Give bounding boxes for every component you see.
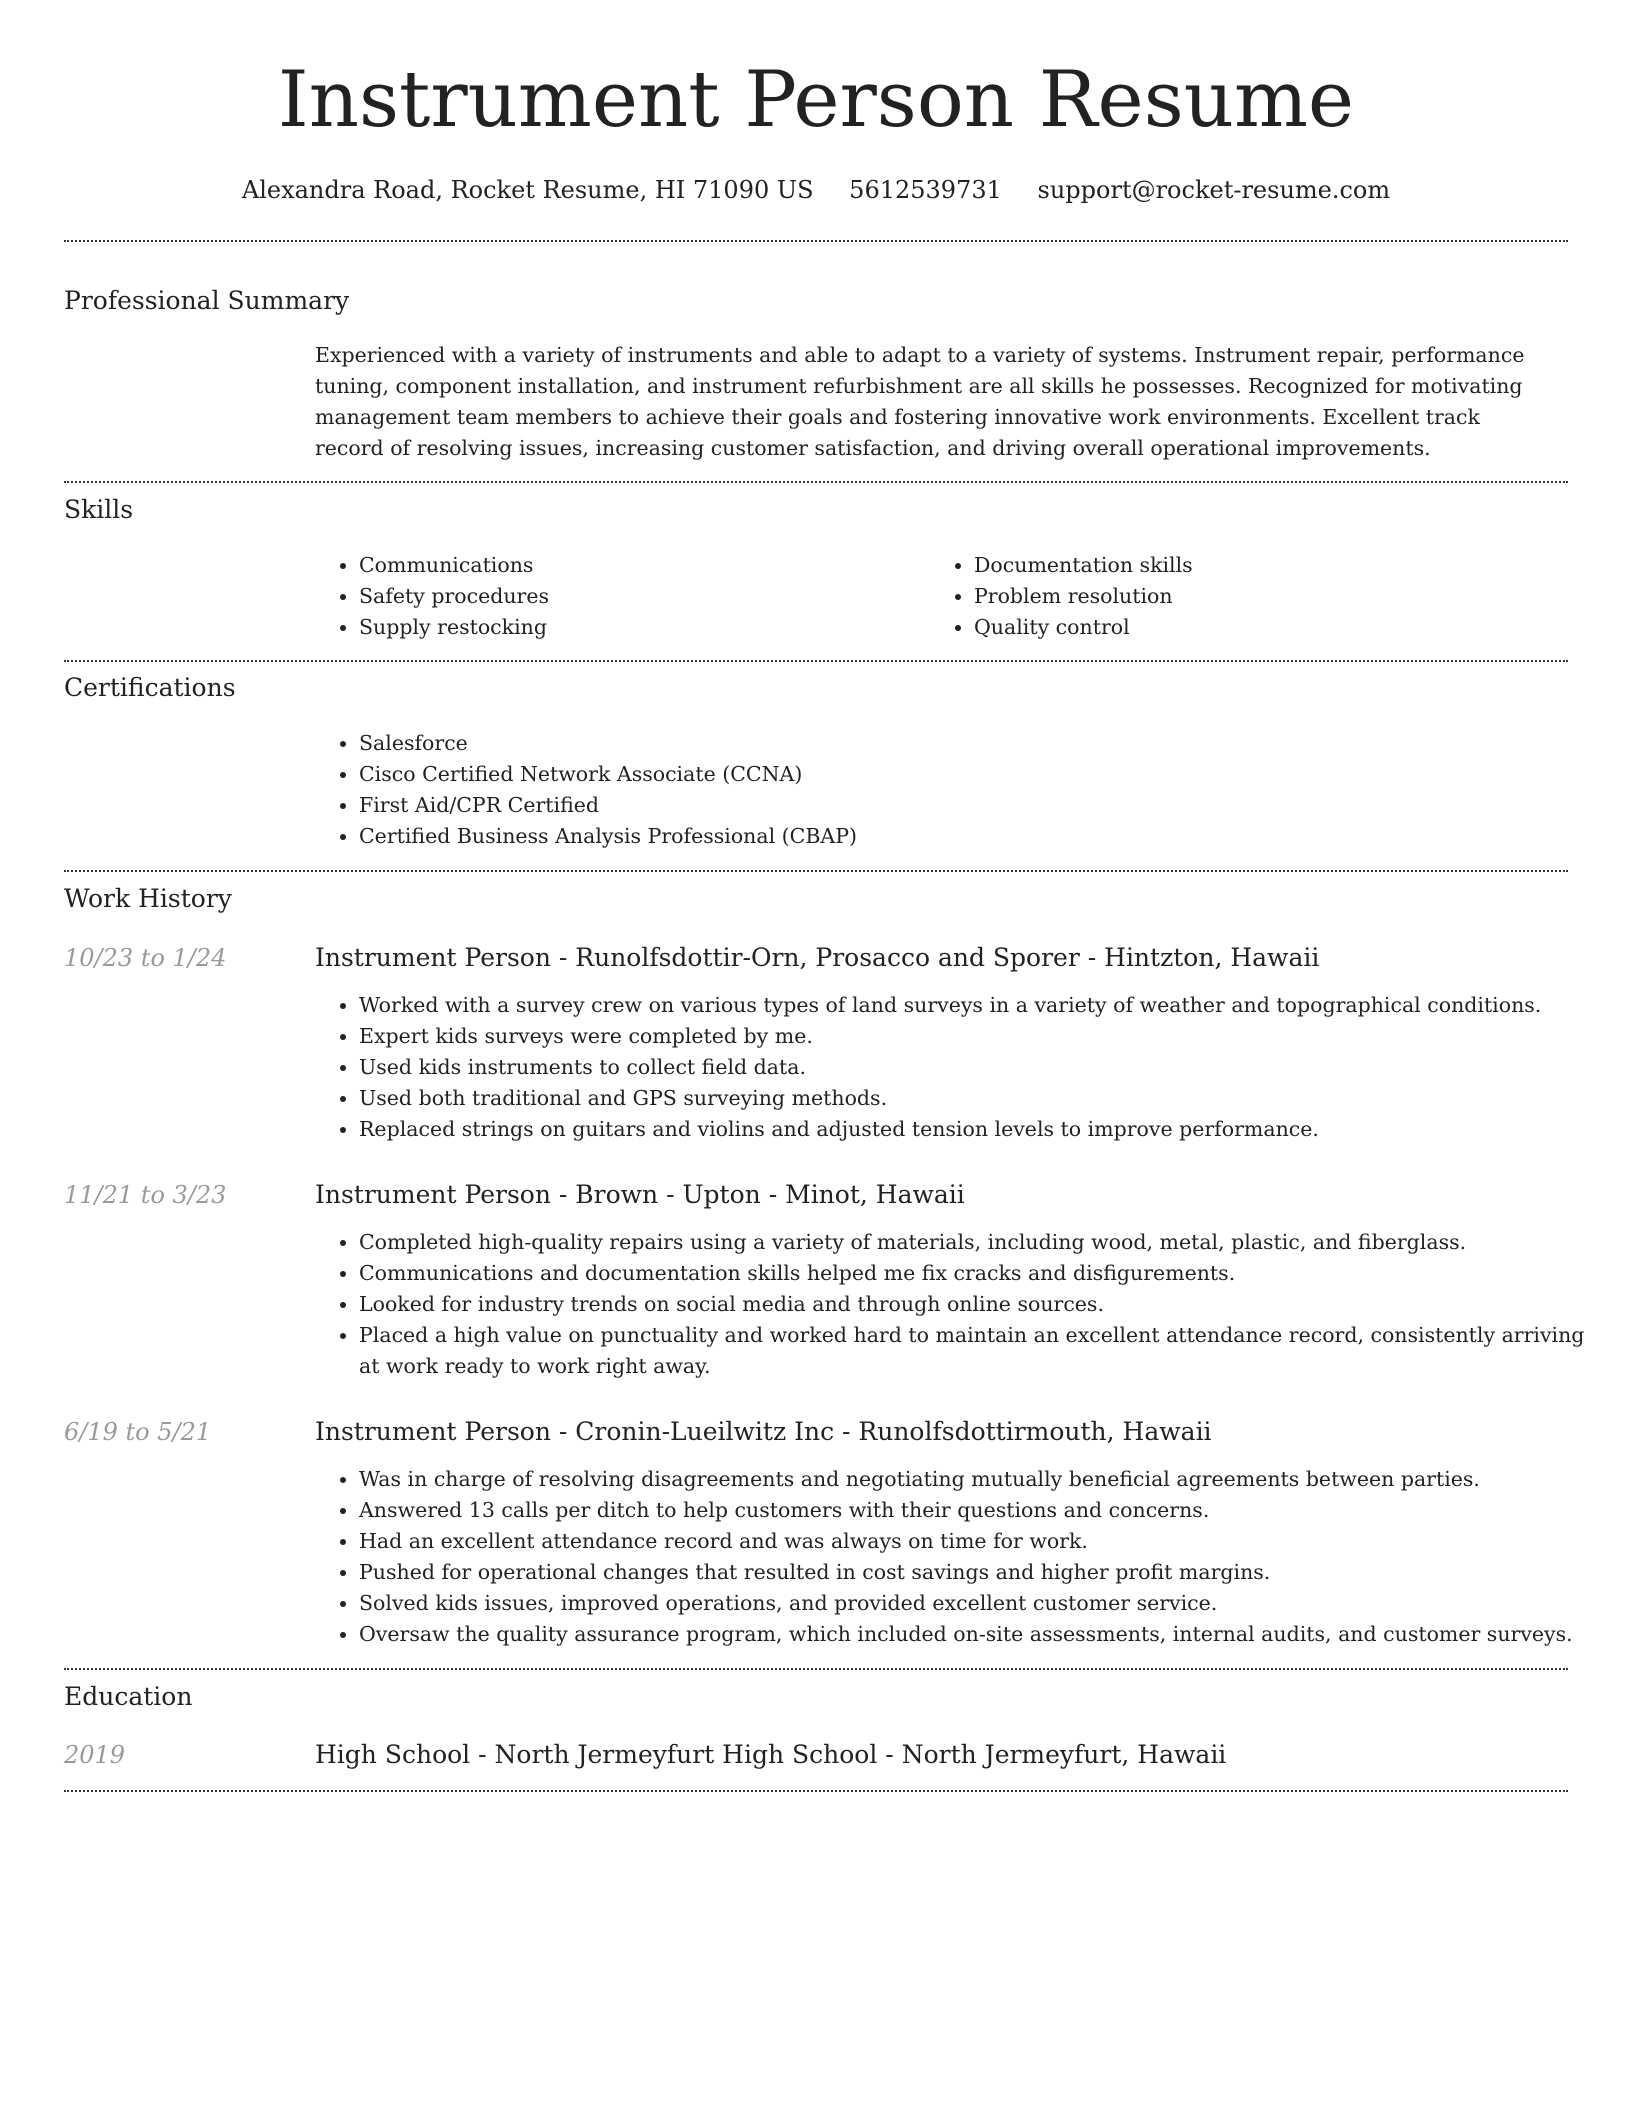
job-dates: 11/21 to 3/23 [64, 1181, 227, 1209]
certifications-heading: Certifications [64, 673, 236, 702]
list-item: • Placed a high value on punctuality and worked hard to maintain an excellent attendance record, consistently arriving at work ready to work right away. [359, 1320, 1609, 1382]
job-title: Instrument Person - Cronin-Lueilwitz Inc - Runolfsdottirmouth, Hawaii [315, 1417, 1212, 1446]
contact-phone: 5612539731 [849, 176, 1002, 204]
list-item: • Certified Business Analysis Professional (CBAP) [359, 821, 1599, 852]
education-entry: High School - North Jermeyfurt High School - North Jermeyfurt, Hawaii [315, 1740, 1227, 1769]
skills-list-right [930, 550, 1574, 643]
list-item: • Cisco Certified Network Associate (CCNA) [359, 759, 1599, 790]
list-item: • Replaced strings on guitars and violins and adjusted tension levels to improve performance. [359, 1114, 1609, 1145]
section-divider [64, 870, 1568, 872]
list-item: • Looked for industry trends on social media and through online sources. [359, 1289, 1609, 1320]
section-divider [64, 660, 1568, 662]
list-item: • Was in charge of resolving disagreements and negotiating mutually beneficial agreements between parties. [359, 1464, 1609, 1495]
list-item: • Used kids instruments to collect field data. [359, 1052, 1609, 1083]
section-divider [64, 1790, 1568, 1792]
section-divider [64, 481, 1568, 483]
contact-address: Alexandra Road, Rocket Resume, HI 71090 US [241, 176, 814, 204]
list-item: • Communications and documentation skills helped me fix cracks and disfigurements. [359, 1258, 1609, 1289]
list-item: • Pushed for operational changes that resulted in cost savings and higher profit margins. [359, 1557, 1609, 1588]
job-title: Instrument Person - Brown - Upton - Minot, Hawaii [315, 1180, 965, 1209]
job-dates: 10/23 to 1/24 [64, 944, 227, 972]
list-item: • Worked with a survey crew on various types of land surveys in a variety of weather and topographical conditions. [359, 990, 1609, 1021]
list-item: • Communications [359, 550, 919, 581]
job-dates: 6/19 to 5/21 [64, 1418, 212, 1446]
list-item: • Safety procedures [359, 581, 919, 612]
list-item: • Problem resolution [974, 581, 1574, 612]
education-heading: Education [64, 1682, 193, 1711]
list-item: • Used both traditional and GPS surveying methods. [359, 1083, 1609, 1114]
list-item: • Completed high-quality repairs using a variety of materials, including wood, metal, plastic, and fiberglass. [359, 1227, 1609, 1258]
list-item: • Salesforce [359, 728, 1599, 759]
resume-title: Instrument Person Resume [277, 55, 1355, 145]
contact-email: support@rocket-resume.com [1037, 176, 1391, 204]
section-divider [64, 1668, 1568, 1670]
work-history-heading: Work History [64, 884, 232, 913]
skills-list-left [315, 550, 919, 643]
list-item: • Documentation skills [974, 550, 1574, 581]
job-title: Instrument Person - Runolfsdottir-Orn, Prosacco and Sporer - Hintzton, Hawaii [315, 943, 1320, 972]
certifications-list [315, 728, 1599, 852]
contact-line [0, 170, 1632, 210]
list-item: • Answered 13 calls per ditch to help customers with their questions and concerns. [359, 1495, 1609, 1526]
job-bullets [315, 990, 1609, 1145]
list-item: • Oversaw the quality assurance program, which included on-site assessments, internal audits, and customer surveys. [359, 1619, 1609, 1650]
job-bullets [315, 1464, 1609, 1650]
list-item: • Supply restocking [359, 612, 919, 643]
section-divider [64, 240, 1568, 242]
list-item: • Quality control [974, 612, 1574, 643]
summary-heading: Professional Summary [64, 286, 350, 315]
job-bullets [315, 1227, 1609, 1382]
list-item: • Solved kids issues, improved operations, and provided excellent customer service. [359, 1588, 1609, 1619]
list-item: • Expert kids surveys were completed by me. [359, 1021, 1609, 1052]
summary-text: Experienced with a variety of instruments and able to adapt to a variety of systems. Instrument repair, performance tuning, component installation, and instrument refurbishment are all skills he possesses. Recognized for motivating management team members to achieve their goals and fostering innovative work environments. Excellent track record of resolving issues, increasing customer satisfaction, and driving overall operational improvements. [315, 343, 1525, 460]
list-item: • Had an excellent attendance record and was always on time for work. [359, 1526, 1609, 1557]
skills-heading: Skills [64, 495, 134, 524]
education-year: 2019 [64, 1741, 126, 1769]
list-item: • First Aid/CPR Certified [359, 790, 1599, 821]
